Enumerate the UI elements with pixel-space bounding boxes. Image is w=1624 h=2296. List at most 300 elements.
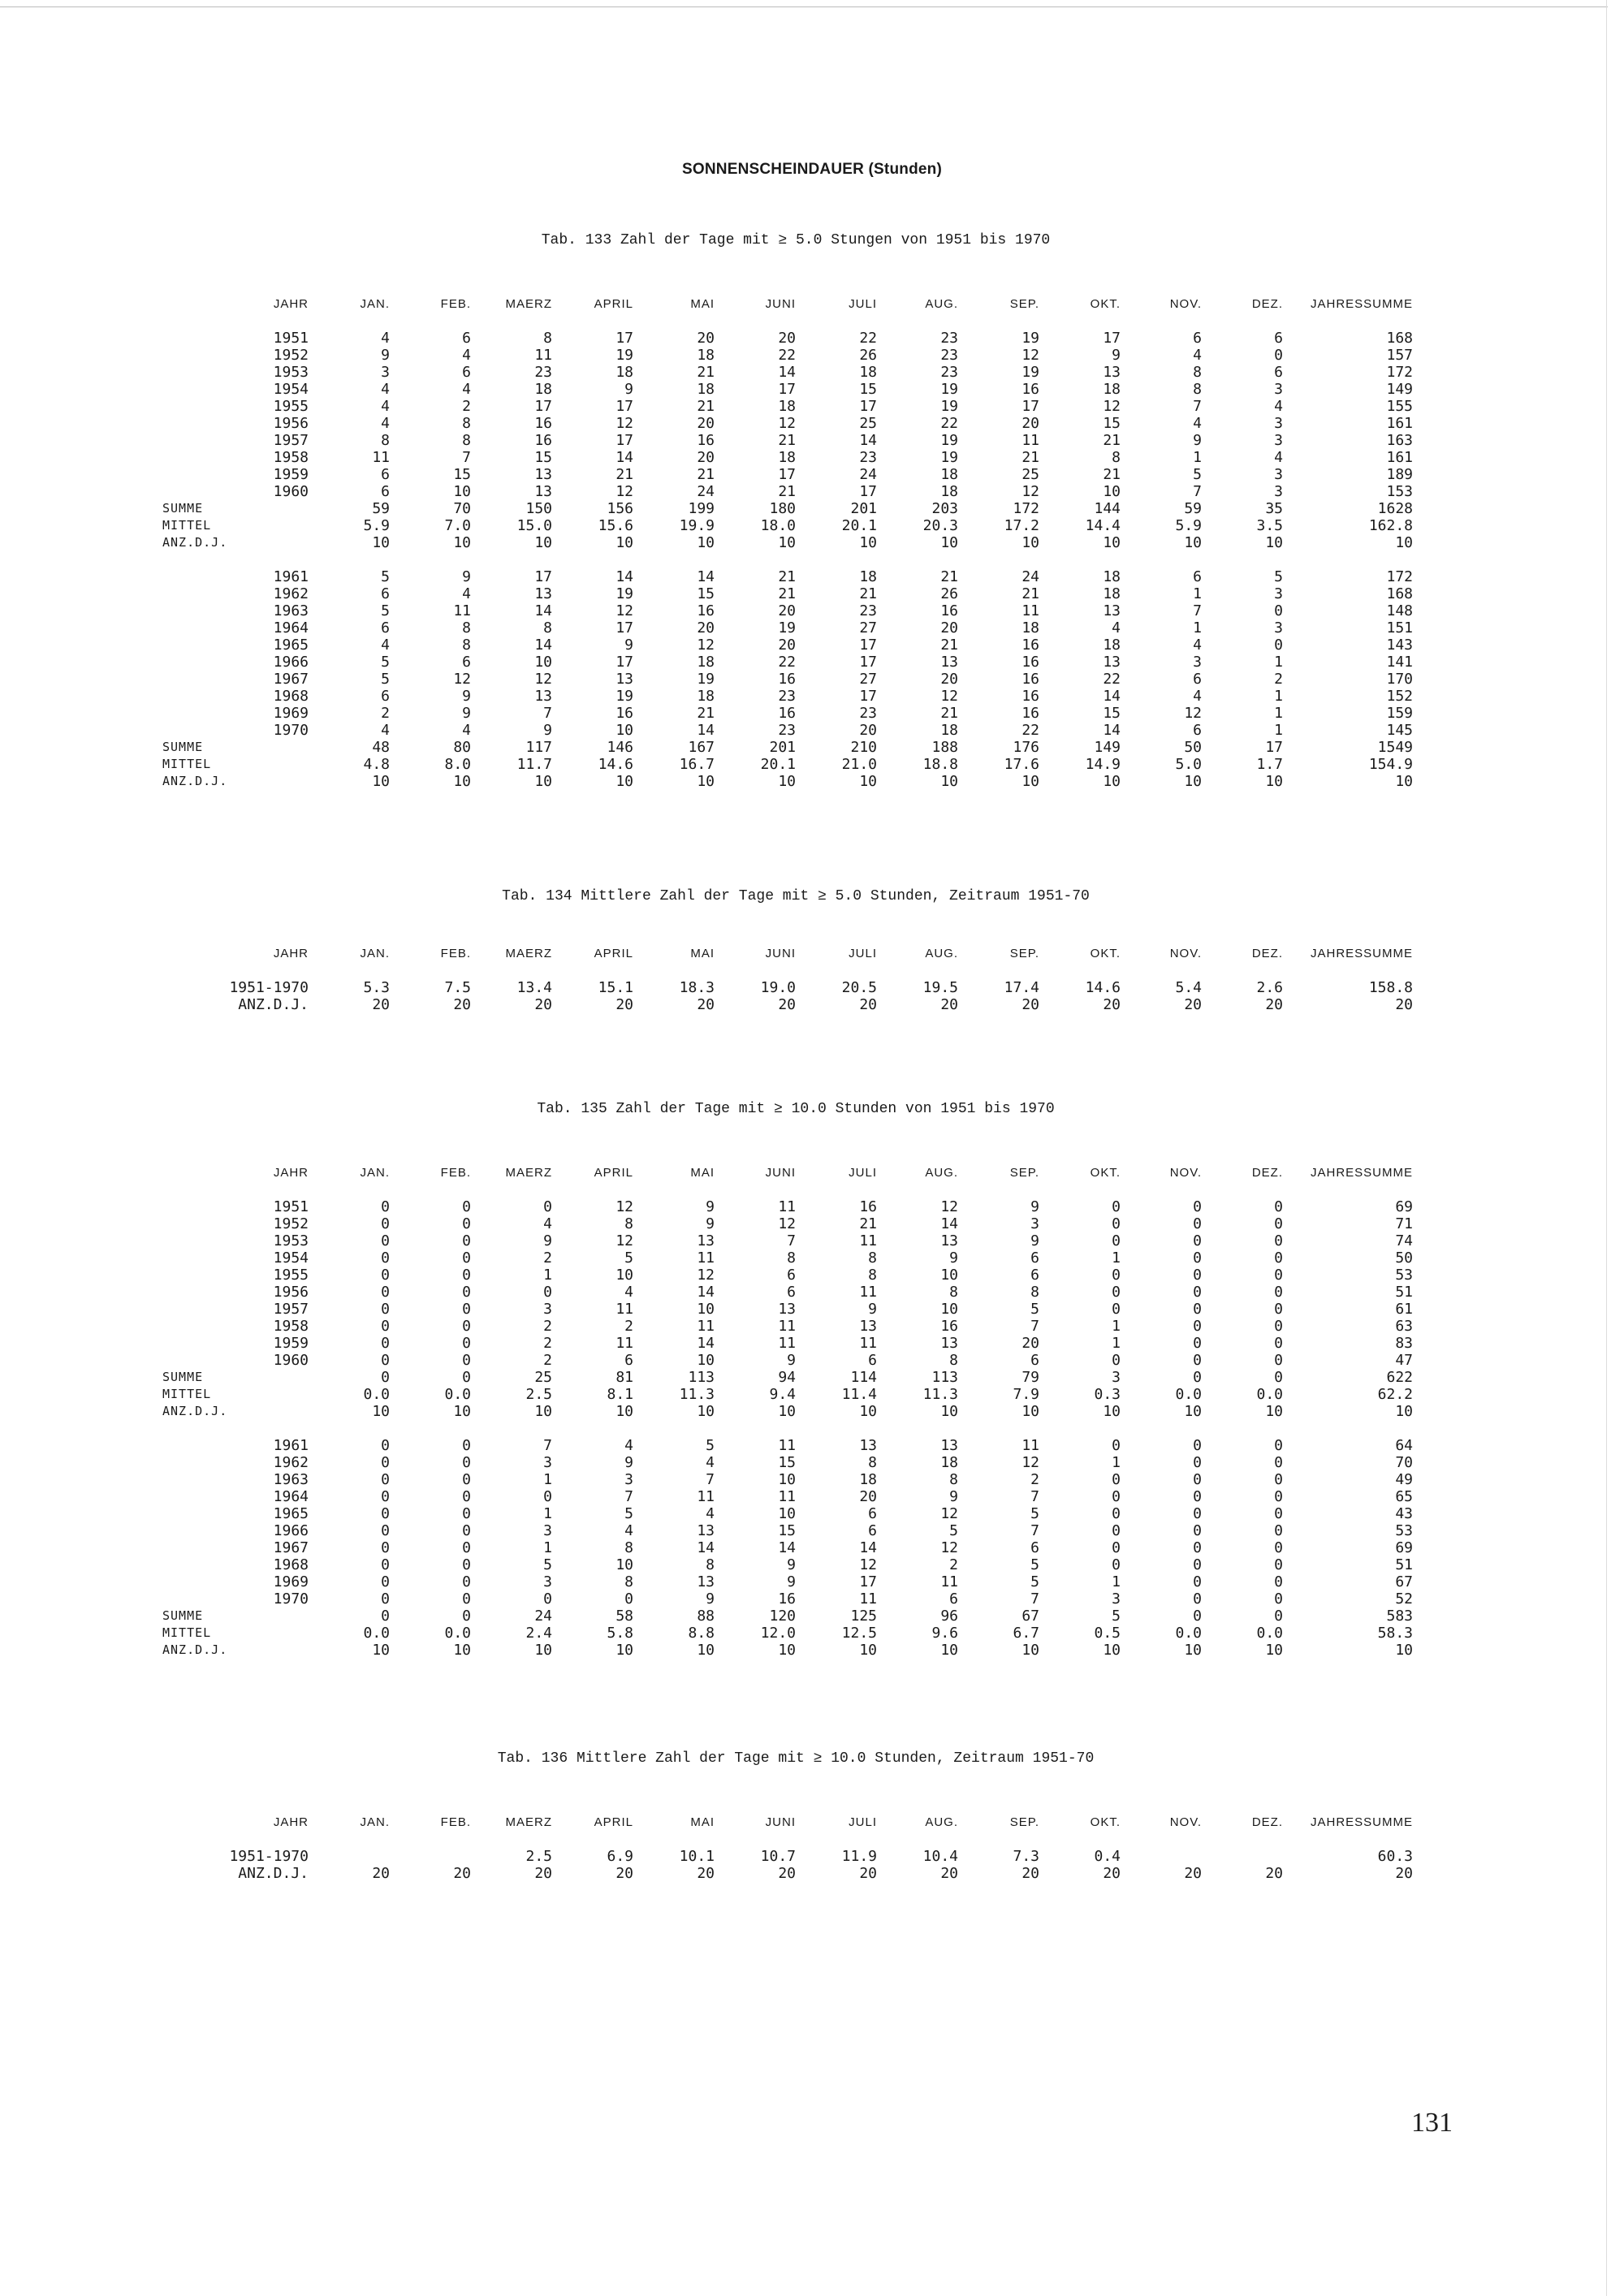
month-cell: 0.0: [1256, 1386, 1283, 1403]
month-cell: 6: [868, 1522, 877, 1539]
spacer-row: [162, 1420, 1413, 1437]
mean-row: [162, 996, 1413, 1013]
month-cell: 12: [940, 688, 958, 705]
month-cell: 176: [1013, 739, 1039, 756]
month-cell: 20: [1021, 415, 1039, 432]
month-cell: 21: [940, 637, 958, 654]
month-cell: 11: [859, 1590, 877, 1608]
month-cell: 6: [462, 654, 471, 671]
month-cell: 11.3: [922, 1386, 958, 1403]
month-cell: 0: [381, 1539, 390, 1556]
annual-sum-cell: 162.8: [1368, 517, 1413, 534]
month-cell: 10: [940, 534, 958, 551]
month-cell: 12: [697, 1267, 715, 1284]
month-cell: 7: [1193, 398, 1202, 415]
column-header: JAHRESSUMME: [1310, 1815, 1413, 1829]
month-cell: 20: [534, 996, 552, 1013]
month-cell: 20: [697, 449, 715, 466]
month-cell: 5: [381, 568, 390, 585]
month-cell: 20: [1184, 996, 1202, 1013]
column-header: SEP.: [1009, 947, 1039, 960]
month-cell: 0: [1274, 1471, 1283, 1488]
column-header: JAHR: [273, 947, 309, 960]
month-cell: 6: [1030, 1352, 1039, 1369]
month-cell: 2: [462, 398, 471, 415]
month-cell: 12: [940, 1198, 958, 1215]
month-cell: 0: [1193, 1369, 1202, 1386]
column-header: AUG.: [925, 1815, 958, 1829]
column-header: JULI: [849, 1166, 877, 1180]
month-cell: 10: [372, 534, 390, 551]
month-cell: 18: [940, 722, 958, 739]
annual-sum-cell: 43: [1395, 1505, 1413, 1522]
month-cell: 23: [940, 347, 958, 364]
year-row: [162, 398, 1413, 415]
month-cell: 14: [534, 637, 552, 654]
month-cell: 17: [534, 568, 552, 585]
row-label: 1965: [273, 637, 309, 654]
month-cell: 0: [1193, 1454, 1202, 1471]
month-cell: 25: [534, 1369, 552, 1386]
month-cell: 18: [615, 364, 633, 381]
month-cell: 0: [1274, 1318, 1283, 1335]
month-cell: 17: [615, 619, 633, 637]
month-cell: 9: [949, 1488, 958, 1505]
month-cell: 26: [940, 585, 958, 602]
column-header: MAERZ: [505, 297, 552, 311]
year-row: [162, 688, 1413, 705]
month-cell: 23: [778, 722, 796, 739]
month-cell: 15.1: [598, 979, 633, 996]
month-cell: 167: [688, 739, 715, 756]
table-135: [162, 1164, 1413, 1659]
month-cell: 8: [1030, 1284, 1039, 1301]
column-header: JAHR: [273, 1166, 309, 1180]
summary-row: [162, 1625, 1413, 1642]
month-cell: 20.5: [841, 979, 877, 996]
month-cell: 9: [949, 1249, 958, 1267]
month-cell: 20: [1184, 1865, 1202, 1882]
month-cell: 12.5: [841, 1625, 877, 1642]
month-cell: 23: [940, 330, 958, 347]
row-label: 1963: [273, 602, 309, 619]
month-cell: 0: [1112, 1352, 1121, 1369]
month-cell: 5.4: [1175, 979, 1202, 996]
month-cell: 20: [778, 1865, 796, 1882]
month-cell: 0: [1193, 1352, 1202, 1369]
row-label: SUMME: [162, 740, 204, 754]
month-cell: 1: [1112, 1249, 1121, 1267]
month-cell: 5: [1030, 1573, 1039, 1590]
year-row: [162, 671, 1413, 688]
month-cell: 9: [787, 1352, 796, 1369]
month-cell: 0: [462, 1522, 471, 1539]
row-label: 1957: [273, 1301, 309, 1318]
annual-sum-cell: 161: [1386, 415, 1413, 432]
month-cell: 5: [543, 1556, 552, 1573]
month-cell: 20: [778, 602, 796, 619]
month-cell: 21: [697, 398, 715, 415]
month-cell: 16: [1021, 688, 1039, 705]
month-cell: 8: [381, 432, 390, 449]
month-cell: 5: [381, 602, 390, 619]
row-label: 1962: [273, 1454, 309, 1471]
row-label: 1965: [273, 1505, 309, 1522]
month-cell: 2: [543, 1352, 552, 1369]
month-cell: 20: [1021, 996, 1039, 1013]
month-cell: 20: [697, 330, 715, 347]
month-cell: 10: [453, 483, 471, 500]
month-cell: 81: [615, 1369, 633, 1386]
month-cell: 13: [1103, 364, 1121, 381]
month-cell: 11: [859, 1284, 877, 1301]
month-cell: 19: [1021, 364, 1039, 381]
month-cell: 24: [697, 483, 715, 500]
month-cell: 12: [615, 1232, 633, 1249]
month-cell: 0: [381, 1573, 390, 1590]
month-cell: 4: [1274, 449, 1283, 466]
month-cell: 3: [1274, 381, 1283, 398]
column-header: OKT.: [1090, 947, 1121, 960]
month-cell: 21: [697, 466, 715, 483]
month-cell: 10: [1265, 1403, 1283, 1420]
month-cell: 0: [1274, 1522, 1283, 1539]
year-row: [162, 1352, 1413, 1369]
month-cell: [1202, 1848, 1283, 1865]
month-cell: 114: [850, 1369, 877, 1386]
annual-sum-cell: 143: [1386, 637, 1413, 654]
month-cell: 10: [1021, 1642, 1039, 1659]
month-cell: 17: [859, 654, 877, 671]
row-label: 1951-1970: [229, 979, 309, 996]
row-label: ANZ.D.J.: [162, 1404, 228, 1418]
month-cell: 0: [462, 1301, 471, 1318]
month-cell: 3: [1274, 619, 1283, 637]
year-row: [162, 1471, 1413, 1488]
year-row: [162, 1301, 1413, 1318]
month-cell: 9: [868, 1301, 877, 1318]
month-cell: 14: [697, 722, 715, 739]
month-cell: 0: [1274, 1437, 1283, 1454]
month-cell: 14: [697, 1284, 715, 1301]
annual-sum-cell: 172: [1386, 364, 1413, 381]
month-cell: 16: [1021, 705, 1039, 722]
month-cell: 0: [381, 1488, 390, 1505]
row-label: 1956: [273, 1284, 309, 1301]
column-header: FEB.: [440, 1815, 471, 1829]
month-cell: 10: [615, 1403, 633, 1420]
row-label: ANZ.D.J.: [162, 1642, 228, 1657]
annual-sum-cell: 172: [1386, 568, 1413, 585]
month-cell: 10: [1103, 1642, 1121, 1659]
month-cell: 23: [859, 705, 877, 722]
month-cell: 6: [868, 1505, 877, 1522]
month-cell: 10: [534, 1642, 552, 1659]
month-cell: 0: [462, 1198, 471, 1215]
year-row: [162, 1573, 1413, 1590]
month-cell: 0: [1274, 1608, 1283, 1625]
table-134: [162, 945, 1413, 1013]
month-cell: 13: [697, 1522, 715, 1539]
month-cell: 24: [1021, 568, 1039, 585]
month-cell: 11.9: [841, 1848, 877, 1865]
month-cell: 22: [778, 654, 796, 671]
month-cell: 21: [697, 705, 715, 722]
month-cell: 113: [688, 1369, 715, 1386]
summary-row: [162, 534, 1413, 551]
month-cell: 20: [372, 996, 390, 1013]
table-134-caption: Tab. 134 Mittlere Zahl der Tage mit ≥ 5.0 Stunden, Zeitraum 1951-70: [502, 888, 1090, 904]
column-header: SEP.: [1009, 1166, 1039, 1180]
month-cell: 18: [1103, 381, 1121, 398]
annual-sum-cell: 163: [1386, 432, 1413, 449]
month-cell: 6: [381, 688, 390, 705]
month-cell: 4: [1193, 415, 1202, 432]
month-cell: 7.5: [444, 979, 471, 996]
month-cell: 4: [706, 1454, 715, 1471]
month-cell: 5.9: [1175, 517, 1202, 534]
month-cell: 8: [868, 1267, 877, 1284]
month-cell: 12: [1103, 398, 1121, 415]
month-cell: 0: [381, 1352, 390, 1369]
row-label: ANZ.D.J.: [162, 535, 228, 550]
row-label: 1961: [273, 1437, 309, 1454]
month-cell: 2: [381, 705, 390, 722]
column-header: NOV.: [1169, 1815, 1202, 1829]
month-cell: 6: [949, 1590, 958, 1608]
column-header: JUNI: [765, 1815, 796, 1829]
month-cell: 14: [697, 1539, 715, 1556]
month-cell: 9: [1193, 432, 1202, 449]
month-cell: 12: [453, 671, 471, 688]
month-cell: 11: [534, 347, 552, 364]
month-cell: 7.9: [1013, 1386, 1039, 1403]
annual-sum-cell: 83: [1395, 1335, 1413, 1352]
annual-sum-cell: 70: [1395, 1454, 1413, 1471]
month-cell: 14.9: [1085, 756, 1121, 773]
month-cell: 20: [1021, 1865, 1039, 1882]
month-cell: 11: [778, 1437, 796, 1454]
table-133: [162, 296, 1413, 790]
month-cell: 10: [859, 1403, 877, 1420]
month-cell: 23: [534, 364, 552, 381]
month-cell: 125: [850, 1608, 877, 1625]
month-cell: 50: [1184, 739, 1202, 756]
month-cell: 13: [697, 1232, 715, 1249]
month-cell: 3: [624, 1471, 633, 1488]
month-cell: 9: [787, 1556, 796, 1573]
month-cell: 10: [1184, 1403, 1202, 1420]
month-cell: 16: [940, 602, 958, 619]
year-row: [162, 1318, 1413, 1335]
month-cell: 59: [1184, 500, 1202, 517]
row-label: 1960: [273, 483, 309, 500]
row-label: MITTEL: [162, 1625, 212, 1640]
month-cell: 11: [778, 1318, 796, 1335]
month-cell: 13: [1103, 654, 1121, 671]
month-cell: 5.3: [363, 979, 390, 996]
summary-row: [162, 1369, 1413, 1386]
month-cell: 19: [778, 619, 796, 637]
month-cell: 21: [778, 483, 796, 500]
annual-sum-cell: 69: [1395, 1539, 1413, 1556]
right-scan-edge: [1606, 0, 1607, 2296]
annual-sum-cell: 152: [1386, 688, 1413, 705]
month-cell: 22: [940, 415, 958, 432]
column-header: MAI: [690, 1166, 715, 1180]
month-cell: 8: [1193, 364, 1202, 381]
month-cell: 10: [778, 1471, 796, 1488]
month-cell: 1: [543, 1505, 552, 1522]
month-cell: 14: [697, 568, 715, 585]
month-cell: 3: [1274, 483, 1283, 500]
month-cell: 0: [462, 1505, 471, 1522]
month-cell: 10: [940, 1403, 958, 1420]
month-cell: 19: [940, 398, 958, 415]
month-cell: 0: [381, 1522, 390, 1539]
month-cell: 14: [697, 1335, 715, 1352]
month-cell: 20.3: [922, 517, 958, 534]
row-label: MITTEL: [162, 518, 212, 533]
month-cell: 9: [624, 1454, 633, 1471]
mean-row: [162, 979, 1413, 996]
row-label: 1954: [273, 381, 309, 398]
column-header: JUNI: [765, 947, 796, 960]
month-cell: 24: [534, 1608, 552, 1625]
month-cell: 20: [1021, 1335, 1039, 1352]
month-cell: 0: [381, 1369, 390, 1386]
month-cell: 17: [859, 483, 877, 500]
month-cell: 16: [697, 602, 715, 619]
column-header: JAHRESSUMME: [1310, 947, 1413, 960]
month-cell: 1: [1112, 1318, 1121, 1335]
month-cell: 14: [859, 432, 877, 449]
month-cell: 0: [462, 1267, 471, 1284]
month-cell: 2: [543, 1335, 552, 1352]
summary-row: [162, 1403, 1413, 1420]
month-cell: 17.2: [1004, 517, 1039, 534]
month-cell: 10: [1184, 1642, 1202, 1659]
month-cell: 0: [1193, 1284, 1202, 1301]
month-cell: 10: [1265, 773, 1283, 790]
column-header: JAN.: [360, 297, 390, 311]
month-cell: 10: [778, 534, 796, 551]
month-cell: 11.4: [841, 1386, 877, 1403]
month-cell: 9: [1030, 1198, 1039, 1215]
month-cell: 18: [940, 1454, 958, 1471]
month-cell: 0: [1274, 1301, 1283, 1318]
month-cell: 150: [525, 500, 552, 517]
year-row: [162, 1488, 1413, 1505]
month-cell: 1: [543, 1539, 552, 1556]
month-cell: 14: [1103, 722, 1121, 739]
annual-sum-cell: 51: [1395, 1556, 1413, 1573]
column-header: FEB.: [440, 297, 471, 311]
mean-row: [162, 1848, 1413, 1865]
month-cell: 2: [543, 1249, 552, 1267]
month-cell: 113: [931, 1369, 958, 1386]
row-label: ANZ.D.J.: [238, 996, 309, 1013]
month-cell: 0: [543, 1590, 552, 1608]
month-cell: 1.7: [1256, 756, 1283, 773]
month-cell: 0: [1112, 1437, 1121, 1454]
month-cell: 0: [381, 1590, 390, 1608]
annual-sum-cell: 53: [1395, 1522, 1413, 1539]
month-cell: 0.0: [1175, 1625, 1202, 1642]
month-cell: 19: [615, 688, 633, 705]
month-cell: 5.0: [1175, 756, 1202, 773]
month-cell: 14: [534, 602, 552, 619]
month-cell: 18: [1103, 637, 1121, 654]
month-cell: 10: [615, 1267, 633, 1284]
month-cell: 1: [1274, 654, 1283, 671]
month-cell: 21: [1021, 585, 1039, 602]
month-cell: 0: [462, 1608, 471, 1625]
month-cell: 8: [624, 1539, 633, 1556]
month-cell: 8.0: [444, 756, 471, 773]
month-cell: 18: [697, 381, 715, 398]
month-cell: 8.1: [607, 1386, 633, 1403]
month-cell: 12: [940, 1505, 958, 1522]
month-cell: 5: [624, 1505, 633, 1522]
month-cell: 8: [787, 1249, 796, 1267]
month-cell: 3: [1274, 466, 1283, 483]
month-cell: 20: [859, 996, 877, 1013]
month-cell: 0: [381, 1454, 390, 1471]
annual-sum-cell: 10: [1395, 1642, 1413, 1659]
annual-sum-cell: 67: [1395, 1573, 1413, 1590]
month-cell: 6: [1193, 330, 1202, 347]
month-cell: 0: [1274, 1232, 1283, 1249]
page-title: SONNENSCHEINDAUER (Stunden): [682, 161, 942, 178]
month-cell: 13: [940, 1437, 958, 1454]
month-cell: 4: [624, 1522, 633, 1539]
month-cell: 11: [1021, 432, 1039, 449]
month-cell: 19.0: [760, 979, 796, 996]
month-cell: 3: [1112, 1369, 1121, 1386]
annual-sum-cell: 1549: [1377, 739, 1413, 756]
row-label: SUMME: [162, 1370, 204, 1384]
month-cell: 6: [1030, 1249, 1039, 1267]
month-cell: 7: [624, 1488, 633, 1505]
month-cell: 21: [778, 585, 796, 602]
month-cell: [1121, 1848, 1202, 1865]
month-cell: 21: [778, 568, 796, 585]
month-cell: 13: [534, 483, 552, 500]
month-cell: 201: [769, 739, 796, 756]
month-cell: 149: [1094, 739, 1121, 756]
month-cell: 0: [1274, 1284, 1283, 1301]
month-cell: 0: [1274, 347, 1283, 364]
month-cell: 20: [697, 415, 715, 432]
month-cell: 0: [1193, 1471, 1202, 1488]
month-cell: 0: [1112, 1505, 1121, 1522]
month-cell: 10: [697, 1642, 715, 1659]
month-cell: 0: [381, 1249, 390, 1267]
month-cell: 0: [1112, 1556, 1121, 1573]
month-cell: 13: [940, 654, 958, 671]
month-cell: 10: [1103, 773, 1121, 790]
month-cell: 9: [624, 381, 633, 398]
month-cell: 0: [381, 1198, 390, 1215]
month-cell: 67: [1021, 1608, 1039, 1625]
month-cell: 0: [1274, 1590, 1283, 1608]
month-cell: 16: [940, 1318, 958, 1335]
month-cell: 0: [462, 1454, 471, 1471]
month-cell: 10: [778, 1403, 796, 1420]
month-cell: 10: [453, 773, 471, 790]
month-cell: 0: [1274, 1215, 1283, 1232]
